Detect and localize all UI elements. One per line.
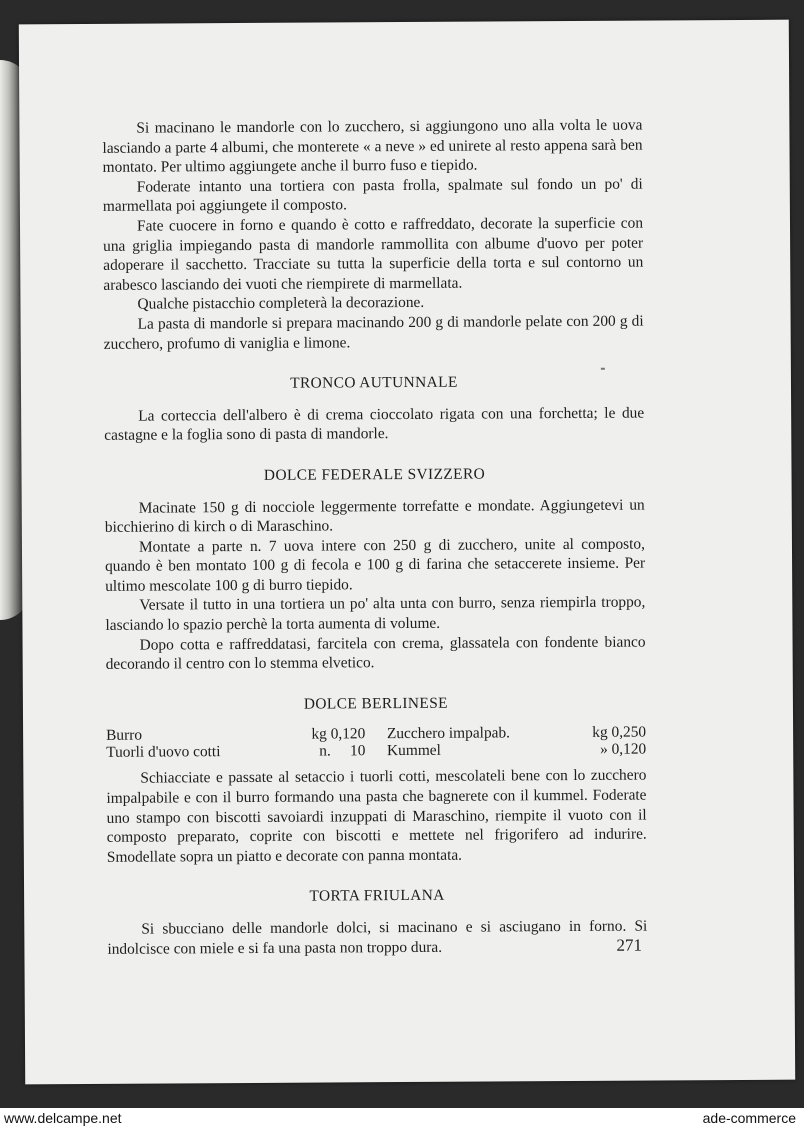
ingredient-qty: n. 10 bbox=[319, 742, 366, 760]
ingredients-right-column bbox=[387, 724, 646, 760]
ingredient-qty: » 0,120 bbox=[599, 740, 647, 759]
ingredient-row bbox=[387, 724, 646, 743]
svizzero-paragraph-2: Montate a parte n. 7 uova intere con 250 g di zucchero, unite al composto, quando è ben montato 100 g di fecola e 100 g di farina che setaccerete insieme. Per ultimo mescolate 100 g di burro tiepido. bbox=[105, 535, 646, 595]
intro-paragraph-2: Foderate intanto una tortiera con pasta frolla, spalmate sul fondo un po' di marmellata poi aggiungete il composto. bbox=[102, 175, 643, 216]
ingredient-qty: kg 0,120 bbox=[311, 725, 366, 744]
section-title-berlinese: DOLCE BERLINESE bbox=[303, 694, 449, 713]
book-page bbox=[19, 20, 795, 1085]
ingredient-row bbox=[106, 726, 365, 745]
watermark-right: ade-commerce bbox=[702, 1110, 796, 1126]
intro-paragraph-1: Si macinano le mandorle con lo zucchero, si aggiungono uno alla volta le uova lasciando a parte 4 albumi, che monterete « a neve » ed unirete al resto appena sarà ben montato. Per ultimo aggiungete anche il burro fuso e tiepido. bbox=[102, 116, 643, 177]
berlinese-paragraph-1: Schiacciate e passate al setaccio i tuorli cotti, mescolateli bene con lo zucchero impalpabile e con il burro formando una pasta che bagnerete con il kummel. Foderate uno stampo con biscotti savoiardi inzuppati di Maraschino, riempite il vuoto con il composto preparato, coprite con biscotti e mettete nel frigorifero ad indurire. Smodellate sopra un piatto e decorate con panna montata. bbox=[106, 766, 647, 866]
watermark-left: www.delcampe.net bbox=[4, 1110, 122, 1126]
ingredient-name: Zucchero impalpab. bbox=[386, 724, 511, 743]
svizzero-paragraph-1: Macinate 150 g di nocciole leggermente torrefatte e mondate. Aggiungetevi un bicchierino di kirch o di Maraschino. bbox=[104, 496, 645, 536]
tronco-paragraph-1: La corteccia dell'albero è di crema cioccolato rigata con una forchetta; le due castagne e la foglia sono di pasta di mandorle. bbox=[104, 404, 645, 445]
ingredient-row bbox=[106, 743, 365, 762]
ingredient-row bbox=[387, 741, 646, 760]
svizzero-paragraph-4: Dopo cotta e raffreddatasi, farcitela con crema, glassatela con fondente bianco decorando il centro con lo stemma elvetico. bbox=[105, 633, 646, 674]
page-number: 271 bbox=[616, 935, 642, 955]
section-title-tronco: TRONCO AUTUNNALE bbox=[290, 373, 458, 392]
section-title-svizzero: DOLCE FEDERALE SVIZZERO bbox=[263, 465, 486, 484]
ingredients-left-column bbox=[106, 726, 365, 762]
friulana-paragraph-1: Si sbucciano delle mandorle dolci, si macinano e si asciugano in forno. Si indolcisce con miele e si fa una pasta non troppo dura. bbox=[107, 917, 648, 958]
intro-paragraph-4: Qualche pistacchio completerà la decorazione. bbox=[137, 294, 425, 313]
section-title-friulana: TORTA FRIULANA bbox=[309, 887, 445, 906]
ingredient-name: Tuorli d'uovo cotti bbox=[106, 743, 221, 762]
ingredient-name: Kummel bbox=[386, 742, 441, 760]
ingredient-qty: kg 0,250 bbox=[592, 723, 647, 742]
intro-paragraph-3: Fate cuocere in forno e quando è cotto e raffreddato, decorate la superficie con una griglia impiegando pasta di mandorle rammollita con albume d'uovo per poter adoperare il sacchetto. Tracciate su tutta la superficie della torta e sul contorno un arabesco lasciando dei vuoti che riempirete di marmellata. bbox=[103, 214, 644, 294]
ingredients-list bbox=[106, 724, 646, 761]
ingredient-name: Burro bbox=[106, 727, 143, 745]
intro-paragraph-5: La pasta di mandorle si prepara macinando 200 g di mandorle pelate con 200 g di zucchero, profumo di vaniglia e limone. bbox=[103, 312, 644, 353]
svizzero-paragraph-3: Versate il tutto in una tortiera un po' alta unta con burro, senza riempirla troppo, lasciando lo spazio perchè la torta aumenta di volume. bbox=[105, 594, 646, 634]
page-content bbox=[102, 116, 647, 959]
